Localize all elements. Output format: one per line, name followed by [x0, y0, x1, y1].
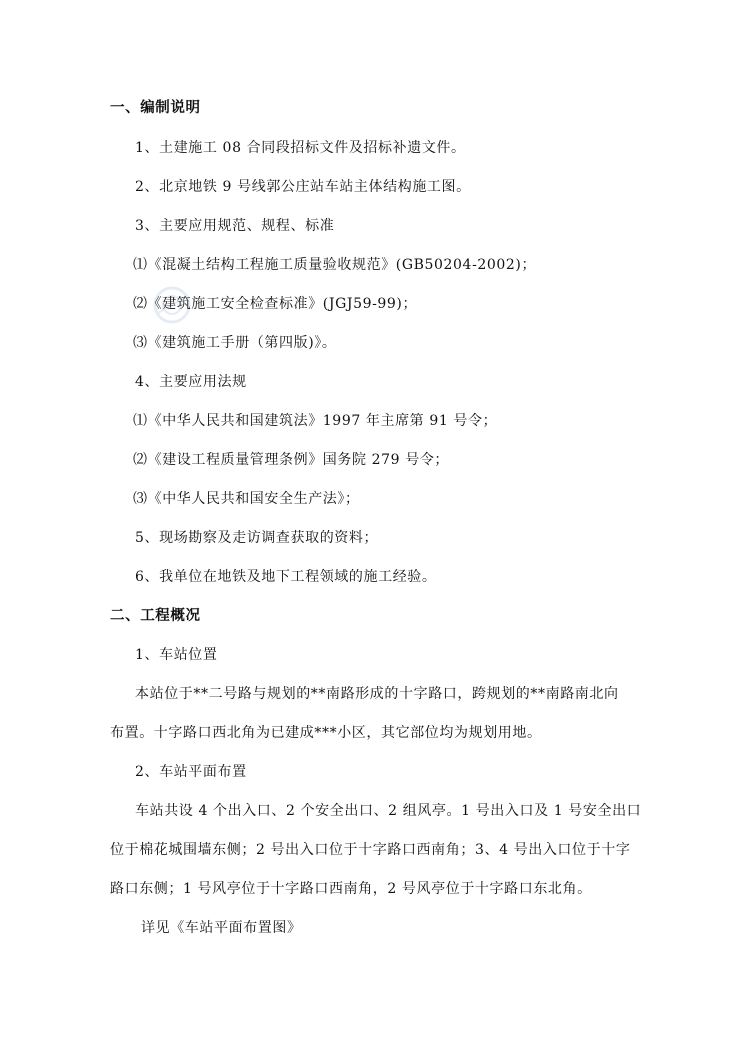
section2-heading: 二、工程概况: [110, 608, 201, 624]
paragraph-line: 路口东侧；1 号风亭位于十字路口西南角，2 号风亭位于十字路口东北角。: [110, 881, 592, 897]
section1-heading: 一、编制说明: [110, 100, 201, 116]
paragraph-line: 本站位于**二号路与规划的**南路形成的十字路口，跨规划的**南路南北向: [135, 686, 619, 702]
section1-item: 3、主要应用规范、规程、标准: [135, 218, 335, 234]
section1-item: ⑴《混凝土结构工程施工质量验收规范》(GB50204-2002)；: [133, 257, 537, 273]
section1-item: 4、主要应用法规: [135, 374, 247, 390]
section1-item: ⑵《建设工程质量管理条例》国务院 279 号令；: [133, 452, 450, 468]
section1-item: 5、现场勘察及走访调查获取的资料；: [135, 530, 379, 546]
section1-item: ⑶《中华人民共和国安全生产法》；: [133, 491, 360, 507]
section1-item: ⑵《建筑施工安全检查标准》(JGJ59-99)；: [133, 296, 418, 312]
detail-reference: 详见《车站平面布置图》: [141, 920, 302, 936]
subsection-title: 2、车站平面布置: [135, 764, 247, 780]
subsection-title: 1、车站位置: [135, 647, 218, 663]
paragraph-line: 车站共设 4 个出入口、2 个安全出口、2 组风亭。1 号出入口及 1 号安全出口: [135, 803, 642, 819]
paragraph-line: 布置。十字路口西北角为已建成***小区，其它部位均为规划用地。: [110, 725, 542, 741]
section1-item: 6、我单位在地铁及地下工程领域的施工经验。: [135, 569, 437, 585]
paragraph-line: 位于棉花城围墙东侧；2 号出入口位于十字路口西南角；3、4 号出入口位于十字: [110, 842, 631, 858]
section1-item: 1、土建施工 08 合同段招标文件及招标补遗文件。: [135, 140, 466, 156]
section1-item: ⑶《建筑施工手册（第四版)》。: [133, 335, 337, 351]
section1-item: ⑴《中华人民共和国建筑法》1997 年主席第 91 号令；: [133, 413, 498, 429]
section1-item: 2、北京地铁 9 号线郭公庄站车站主体结构施工图。: [135, 179, 471, 195]
